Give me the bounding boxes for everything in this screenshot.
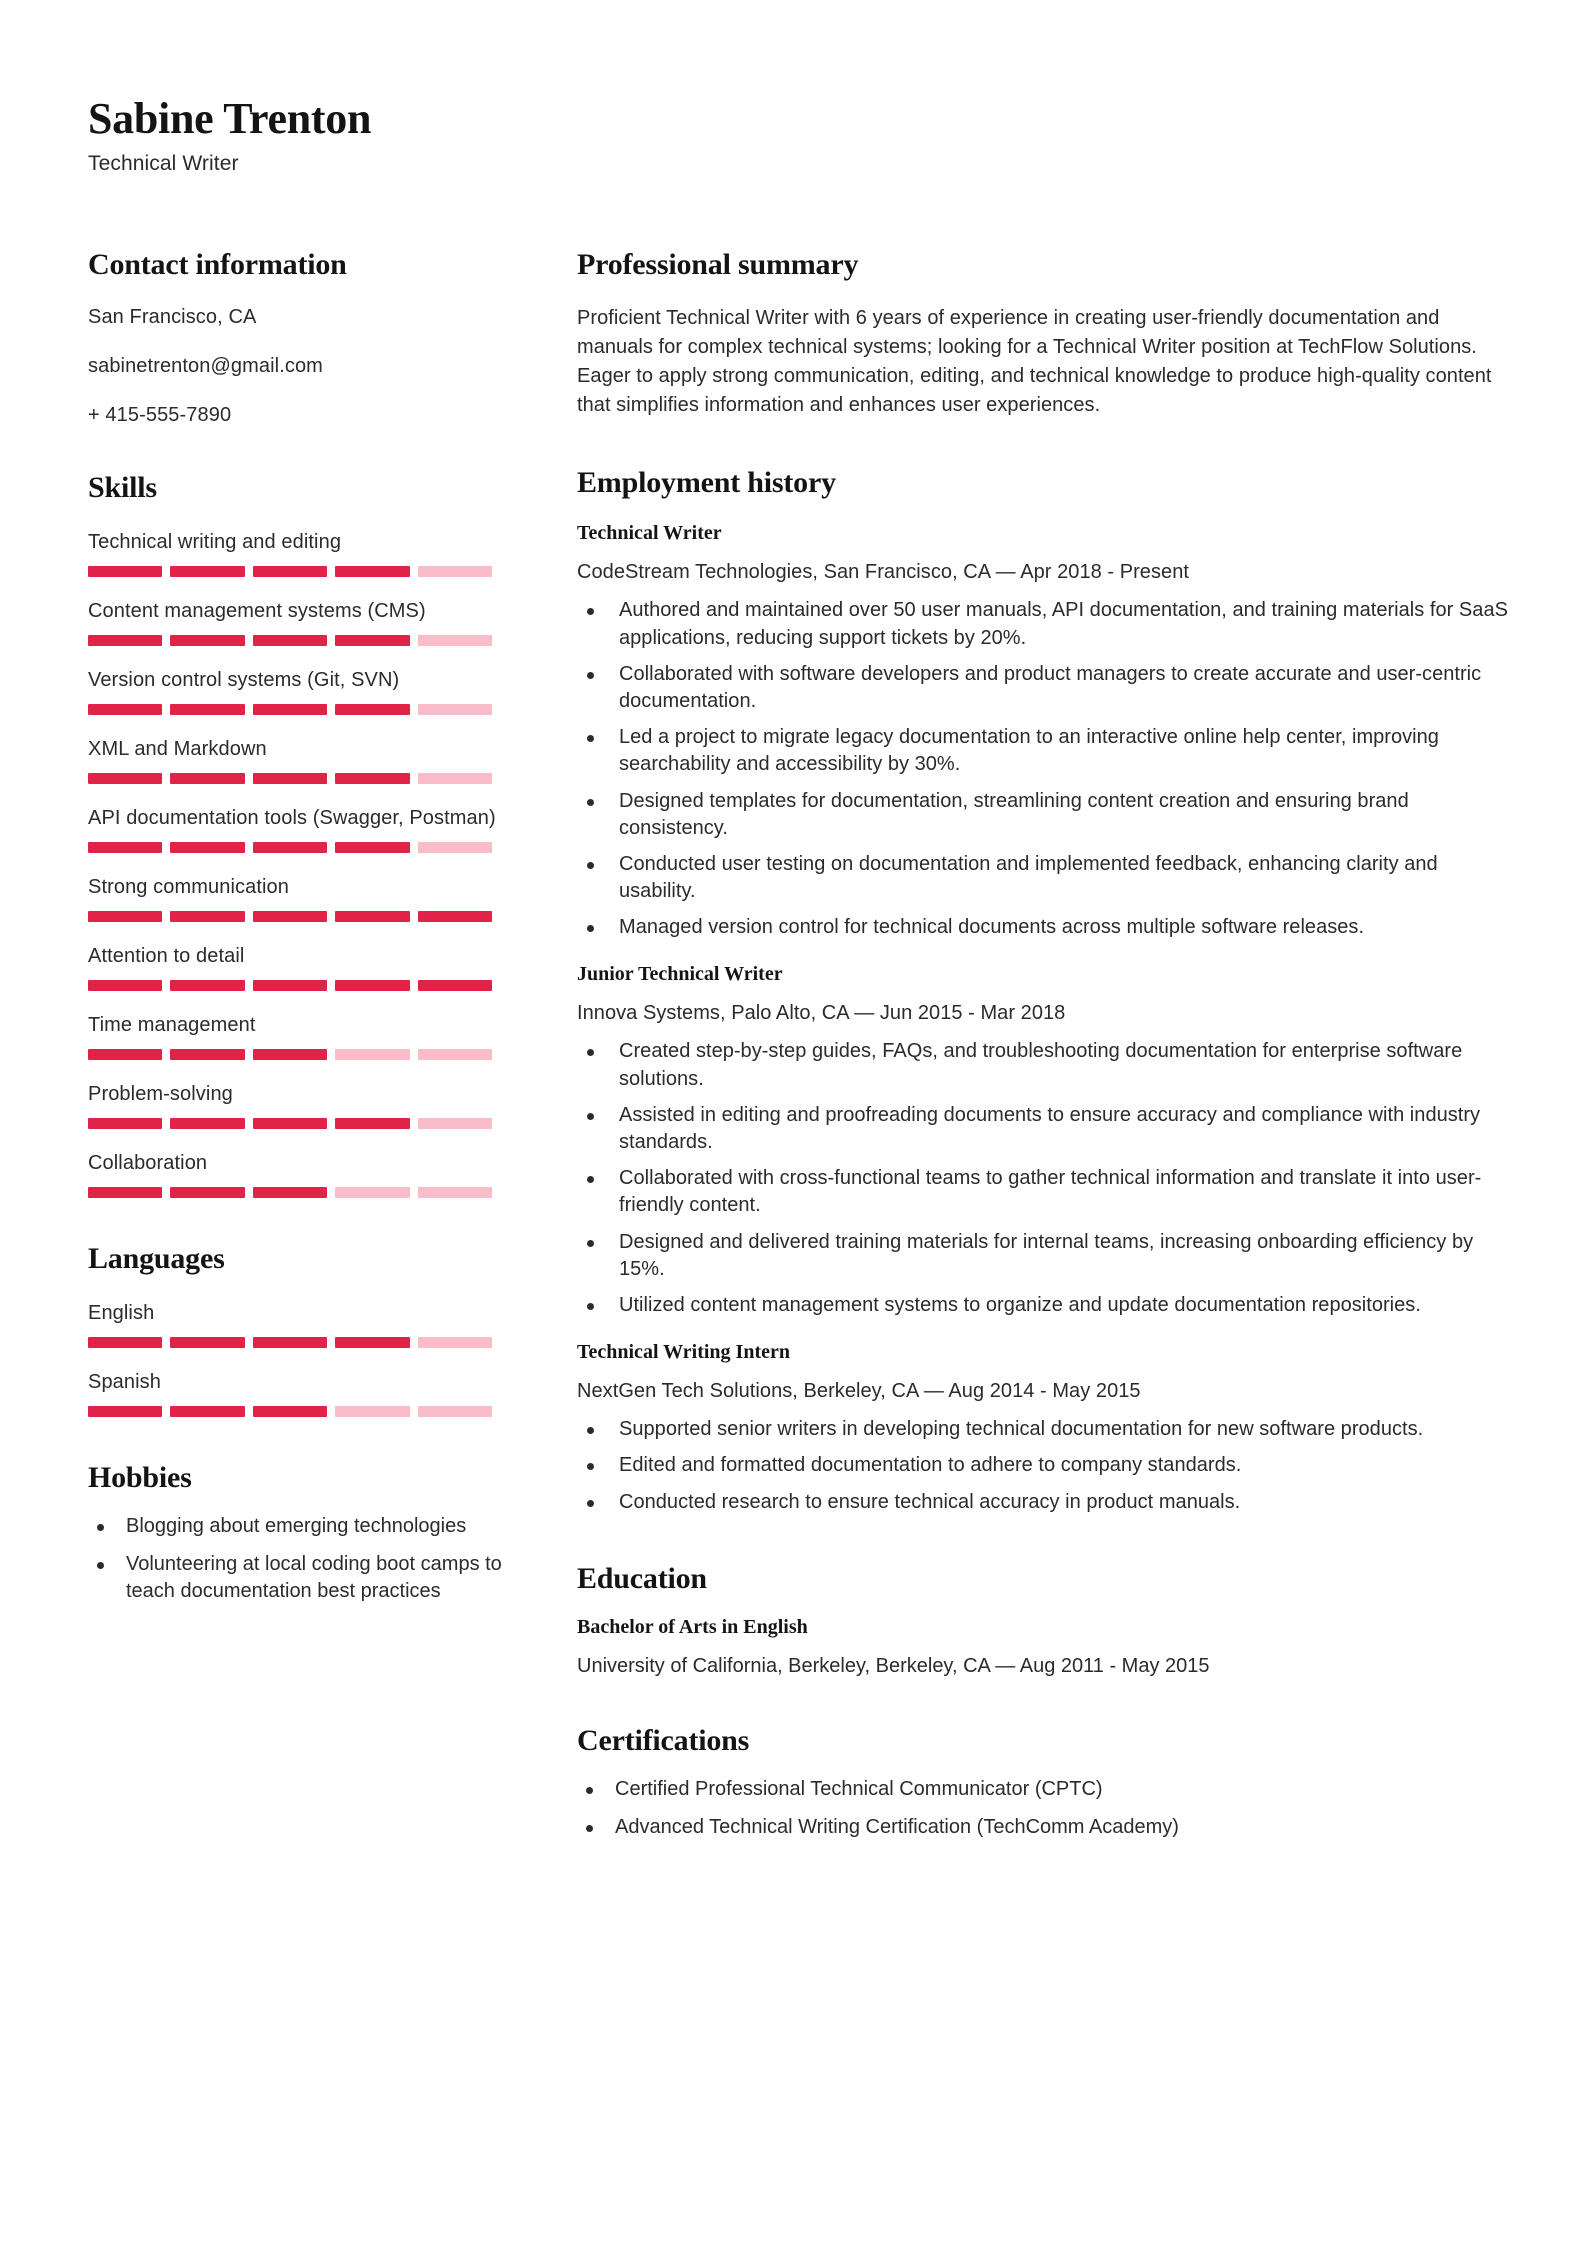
- skill-rating-segment: [88, 773, 162, 784]
- skill-item: [88, 874, 506, 922]
- sidebar-column: [88, 248, 506, 1615]
- skill-rating-segment: [418, 566, 492, 577]
- skill-rating-segment: [170, 773, 244, 784]
- resume-columns: [88, 248, 1510, 1851]
- skill-rating-segment: [88, 1118, 162, 1129]
- skill-label: Technical writing and editing: [88, 531, 342, 554]
- skill-rating-segment: [418, 704, 492, 715]
- summary-section-title: Professional summary: [577, 248, 859, 282]
- skill-rating-segment: [170, 842, 244, 853]
- skill-rating-segment: [335, 704, 409, 715]
- hobby-item: Volunteering at local coding boot camps to teach documentation best practices: [88, 1551, 506, 1605]
- employment-bullet: Authored and maintained over 50 user manuals, API documentation, and training materials for SaaS applications, reducing support tickets by 20%.: [577, 597, 1510, 651]
- skill-rating-segment: [170, 1187, 244, 1198]
- language-rating-segment: [335, 1406, 409, 1417]
- language-rating-segment: [253, 1406, 327, 1417]
- employment-bullet-list: [577, 597, 1510, 941]
- skill-rating-bar: [88, 911, 492, 922]
- skill-label: Time management: [88, 1014, 256, 1037]
- skill-rating-bar: [88, 980, 492, 991]
- employment-bullet: Designed templates for documentation, streamlining content creation and ensuring brand consistency.: [577, 788, 1510, 842]
- skill-item: [88, 943, 506, 991]
- languages-section-title: Languages: [88, 1242, 225, 1276]
- certifications-list: [577, 1776, 1510, 1841]
- skill-rating-segment: [418, 635, 492, 646]
- skill-rating-segment: [335, 773, 409, 784]
- employment-job-title: Junior Technical Writer: [577, 963, 783, 986]
- employment-bullet-list: [577, 1038, 1510, 1319]
- contact-list: [88, 306, 506, 427]
- skill-rating-bar: [88, 1187, 492, 1198]
- skill-rating-segment: [253, 842, 327, 853]
- skill-label: Problem-solving: [88, 1083, 233, 1106]
- skill-label: Collaboration: [88, 1152, 208, 1175]
- skill-rating-segment: [253, 773, 327, 784]
- summary-section: [577, 248, 1510, 420]
- language-rating-segment: [88, 1337, 162, 1348]
- hobbies-list: [88, 1513, 506, 1604]
- certification-item: Certified Professional Technical Communicator (CPTC): [577, 1776, 1510, 1803]
- skill-item: [88, 598, 506, 646]
- skill-rating-segment: [170, 1118, 244, 1129]
- skill-item: [88, 1150, 506, 1198]
- employment-entry: [577, 1341, 1510, 1516]
- language-rating-segment: [418, 1406, 492, 1417]
- employment-entry: [577, 522, 1510, 941]
- hobbies-section: [88, 1461, 506, 1604]
- skill-rating-segment: [335, 566, 409, 577]
- skill-rating-segment: [335, 1187, 409, 1198]
- education-entry: [577, 1616, 1510, 1678]
- skill-rating-segment: [88, 980, 162, 991]
- employment-entry: [577, 963, 1510, 1319]
- skill-rating-segment: [253, 704, 327, 715]
- employment-bullet: Led a project to migrate legacy documentation to an interactive online help center, improving searchability and accessibility by 30%.: [577, 724, 1510, 778]
- resume-header: [88, 95, 1510, 176]
- contact-section: [88, 248, 506, 427]
- skill-rating-segment: [335, 635, 409, 646]
- language-rating-segment: [418, 1337, 492, 1348]
- candidate-name: Sabine Trenton: [88, 94, 372, 143]
- skill-item: [88, 805, 506, 853]
- skill-rating-segment: [88, 842, 162, 853]
- skill-rating-bar: [88, 842, 492, 853]
- employment-bullet: Conducted research to ensure technical accuracy in product manuals.: [577, 1489, 1510, 1516]
- language-rating-segment: [335, 1337, 409, 1348]
- certification-item: Advanced Technical Writing Certification (TechComm Academy): [577, 1814, 1510, 1841]
- employment-list: [577, 522, 1510, 1515]
- certifications-section: [577, 1724, 1510, 1841]
- employment-bullet: Collaborated with cross-functional teams to gather technical information and translate it into user-friendly content.: [577, 1165, 1510, 1219]
- employment-bullet: Designed and delivered training materials for internal teams, increasing onboarding efficiency by 15%.: [577, 1229, 1510, 1283]
- skill-rating-segment: [335, 1049, 409, 1060]
- skill-label: Strong communication: [88, 876, 289, 899]
- contact-email[interactable]: sabinetrenton@gmail.com: [88, 355, 323, 378]
- language-rating-bar: [88, 1406, 492, 1417]
- contact-location: San Francisco, CA: [88, 306, 257, 329]
- skill-rating-segment: [253, 1187, 327, 1198]
- skill-item: [88, 736, 506, 784]
- education-list: [577, 1616, 1510, 1678]
- skill-rating-segment: [418, 842, 492, 853]
- summary-text: Proficient Technical Writer with 6 years of experience in creating user-friendly documentation and manuals for complex technical systems; looking for a Technical Writer position at TechFlow Solutions. Eager to apply strong communication, editing, and technical knowledge to produce high-quality content that simplifies information and enhances user experiences.: [577, 307, 1492, 417]
- language-item: [88, 1300, 506, 1348]
- skill-rating-segment: [88, 911, 162, 922]
- skills-section: [88, 471, 506, 1198]
- language-label: English: [88, 1302, 155, 1325]
- skill-rating-bar: [88, 566, 492, 577]
- skill-rating-segment: [418, 980, 492, 991]
- employment-job-meta: Innova Systems, Palo Alto, CA — Jun 2015 - Mar 2018: [577, 1002, 1066, 1025]
- candidate-job-title: Technical Writer: [88, 152, 239, 176]
- skill-rating-segment: [170, 566, 244, 577]
- skill-item: [88, 667, 506, 715]
- language-item: [88, 1369, 506, 1417]
- skill-label: Version control systems (Git, SVN): [88, 669, 400, 692]
- skill-rating-bar: [88, 773, 492, 784]
- employment-job-title: Technical Writing Intern: [577, 1341, 790, 1364]
- skills-list: [88, 529, 506, 1198]
- skill-rating-segment: [88, 566, 162, 577]
- skill-rating-segment: [170, 911, 244, 922]
- skill-rating-segment: [335, 1118, 409, 1129]
- skill-label: Content management systems (CMS): [88, 600, 426, 623]
- skill-rating-segment: [170, 635, 244, 646]
- skill-rating-bar: [88, 1118, 492, 1129]
- skill-item: [88, 1012, 506, 1060]
- skill-rating-segment: [88, 1049, 162, 1060]
- skill-item: [88, 529, 506, 577]
- employment-bullet: Supported senior writers in developing technical documentation for new software products.: [577, 1416, 1510, 1443]
- skill-rating-bar: [88, 704, 492, 715]
- skill-label: XML and Markdown: [88, 738, 267, 761]
- language-rating-segment: [88, 1406, 162, 1417]
- skill-rating-segment: [88, 704, 162, 715]
- skill-rating-segment: [418, 1118, 492, 1129]
- skill-rating-segment: [335, 911, 409, 922]
- skill-rating-segment: [418, 773, 492, 784]
- hobbies-section-title: Hobbies: [88, 1461, 192, 1495]
- employment-bullet: Managed version control for technical documents across multiple software releases.: [577, 914, 1510, 941]
- employment-bullet: Created step-by-step guides, FAQs, and troubleshooting documentation for enterprise software solutions.: [577, 1038, 1510, 1092]
- employment-job-title: Technical Writer: [577, 522, 722, 545]
- languages-list: [88, 1300, 506, 1417]
- skill-rating-segment: [88, 635, 162, 646]
- employment-bullet: Edited and formatted documentation to adhere to company standards.: [577, 1452, 1510, 1479]
- skill-rating-segment: [253, 911, 327, 922]
- education-meta: University of California, Berkeley, Berkeley, CA — Aug 2011 - May 2015: [577, 1654, 1210, 1677]
- education-section: [577, 1562, 1510, 1678]
- employment-job-meta: NextGen Tech Solutions, Berkeley, CA — Aug 2014 - May 2015: [577, 1380, 1141, 1403]
- contact-phone[interactable]: + 415-555-7890: [88, 404, 232, 427]
- employment-bullet: Assisted in editing and proofreading documents to ensure accuracy and compliance with industry standards.: [577, 1102, 1510, 1156]
- skill-label: Attention to detail: [88, 945, 245, 968]
- certifications-section-title: Certifications: [577, 1723, 750, 1757]
- skill-rating-segment: [253, 980, 327, 991]
- skill-rating-segment: [88, 1187, 162, 1198]
- language-rating-segment: [253, 1337, 327, 1348]
- employment-section: [577, 466, 1510, 1515]
- employment-bullet: Utilized content management systems to organize and update documentation repositories.: [577, 1292, 1510, 1319]
- language-label: Spanish: [88, 1371, 161, 1394]
- contact-section-title: Contact information: [88, 248, 347, 282]
- skills-section-title: Skills: [88, 471, 157, 505]
- skill-rating-segment: [170, 980, 244, 991]
- employment-bullet-list: [577, 1416, 1510, 1516]
- skill-rating-bar: [88, 1049, 492, 1060]
- skill-rating-segment: [418, 911, 492, 922]
- languages-section: [88, 1242, 506, 1417]
- skill-rating-segment: [335, 842, 409, 853]
- hobby-item: Blogging about emerging technologies: [88, 1513, 506, 1540]
- employment-bullet: Collaborated with software developers and product managers to create accurate and user-centric documentation.: [577, 661, 1510, 715]
- skill-item: [88, 1081, 506, 1129]
- skill-rating-segment: [418, 1049, 492, 1060]
- skill-rating-segment: [170, 1049, 244, 1060]
- language-rating-bar: [88, 1337, 492, 1348]
- education-section-title: Education: [577, 1561, 707, 1595]
- main-column: [506, 248, 1510, 1851]
- skill-rating-segment: [170, 704, 244, 715]
- education-degree: Bachelor of Arts in English: [577, 1615, 808, 1638]
- skill-rating-segment: [335, 980, 409, 991]
- skill-rating-segment: [253, 566, 327, 577]
- employment-bullet: Conducted user testing on documentation and implemented feedback, enhancing clarity and usability.: [577, 851, 1510, 905]
- skill-label: API documentation tools (Swagger, Postman): [88, 807, 496, 830]
- employment-job-meta: CodeStream Technologies, San Francisco, CA — Apr 2018 - Present: [577, 561, 1189, 584]
- language-rating-segment: [170, 1337, 244, 1348]
- employment-section-title: Employment history: [577, 466, 836, 500]
- skill-rating-segment: [253, 1049, 327, 1060]
- skill-rating-segment: [253, 635, 327, 646]
- language-rating-segment: [170, 1406, 244, 1417]
- skill-rating-segment: [253, 1118, 327, 1129]
- skill-rating-segment: [418, 1187, 492, 1198]
- skill-rating-bar: [88, 635, 492, 646]
